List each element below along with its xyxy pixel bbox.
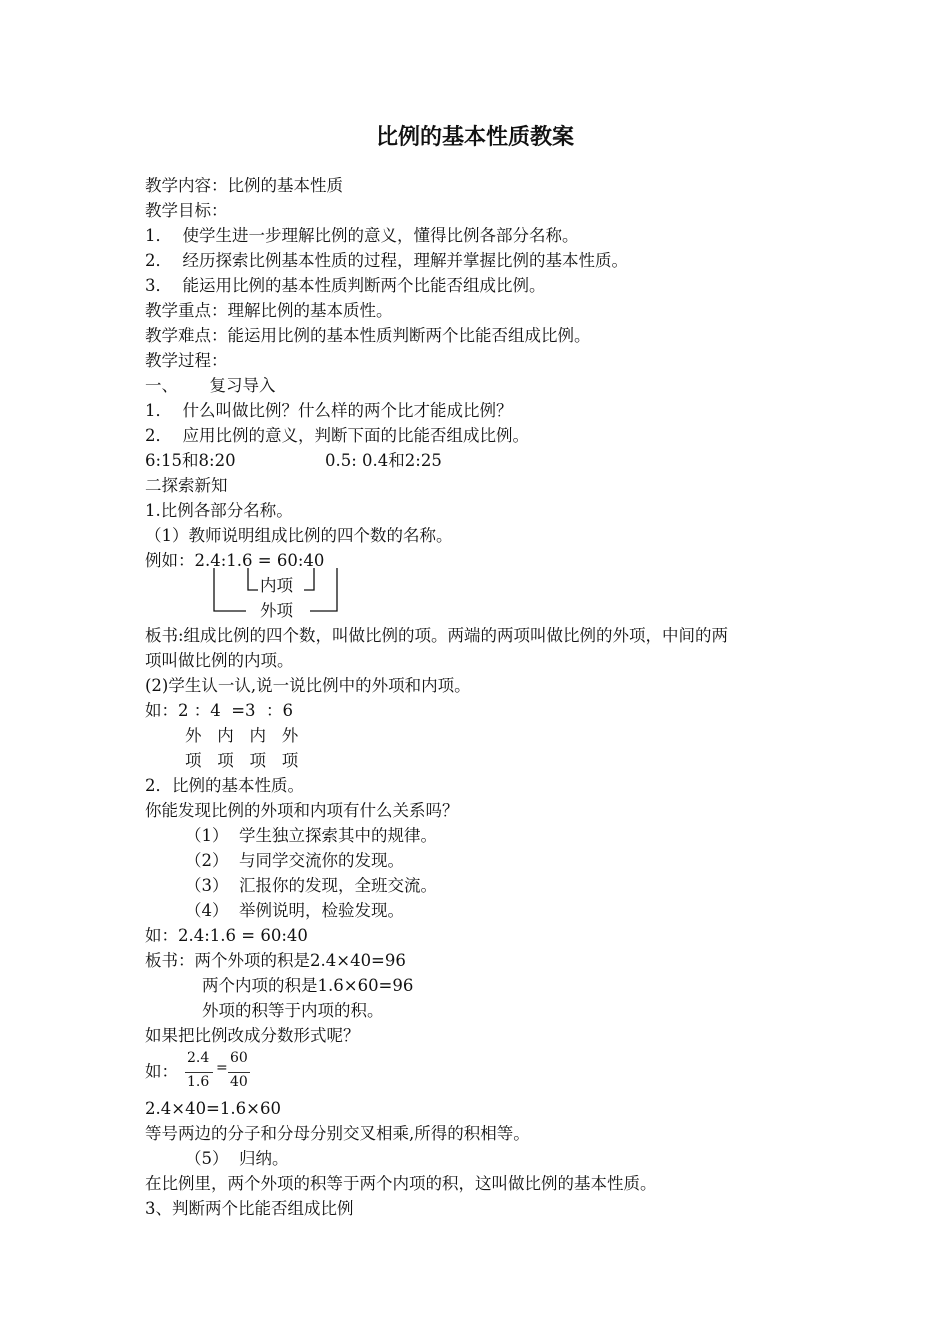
review-item: 2． 应用比例的意义，判断下面的比能否组成比例。 bbox=[145, 426, 529, 445]
equals-sign: = bbox=[216, 1060, 228, 1076]
section-heading-explore: 二探索新知 bbox=[145, 476, 228, 495]
question-line: 如果把比例改成分数形式呢？ bbox=[145, 1026, 360, 1045]
fraction-numerator: 60 bbox=[230, 1050, 248, 1066]
document-title: 比例的基本性质教案 bbox=[375, 125, 574, 150]
content-line: 教学内容：比例的基本性质 bbox=[145, 176, 343, 195]
difficulty-point: 教学难点：能运用比例的基本性质判断两个比能否组成比例。 bbox=[145, 326, 591, 345]
step-item: （5） 归纳。 bbox=[185, 1149, 289, 1168]
example-proportion: 例如：2.4:1.6 = 60:40 bbox=[145, 551, 325, 570]
cross-product: 2.4×40=1.6×60 bbox=[145, 1099, 281, 1118]
outer-term-label: 外项 bbox=[260, 601, 293, 620]
fraction-bar bbox=[185, 1072, 213, 1073]
conclusion-line: 在比例里，两个外项的积等于两个内项的积，这叫做比例的基本性质。 bbox=[145, 1174, 657, 1193]
goal-item: 1． 使学生进一步理解比例的意义，懂得比例各部分名称。 bbox=[145, 226, 579, 245]
step-item: （2） 与同学交流你的发现。 bbox=[185, 851, 404, 870]
question-line: 你能发现比例的外项和内项有什么关系吗？ bbox=[145, 801, 459, 820]
example-proportion: 如：2.4:1.6 = 60:40 bbox=[145, 926, 308, 945]
board-note-cont: 外项的积等于内项的积。 bbox=[202, 1001, 384, 1020]
part-heading-property: 2．比例的基本性质。 bbox=[145, 776, 304, 795]
part-heading-names: 1.比例各部分名称。 bbox=[145, 501, 293, 520]
review-item: 1． 什么叫做比例？什么样的两个比才能成比例？ bbox=[145, 401, 513, 420]
step-item: （4） 举例说明，检验发现。 bbox=[185, 901, 404, 920]
term-labels-bottom: 项 项 项 项 bbox=[185, 751, 299, 770]
board-note-cont: 项叫做比例的内项。 bbox=[145, 651, 294, 670]
fraction-prefix: 如： bbox=[145, 1062, 178, 1081]
fraction-bar bbox=[228, 1072, 250, 1073]
goal-item: 2． 经历探索比例基本性质的过程，理解并掌握比例的基本性质。 bbox=[145, 251, 628, 270]
ratio-pair-a: 6:15和8:20 bbox=[145, 451, 236, 470]
process-heading: 教学过程： bbox=[145, 351, 228, 370]
part-subitem: （1）教师说明组成比例的四个数的名称。 bbox=[145, 526, 453, 545]
key-point: 教学重点：理解比例的基本质性。 bbox=[145, 301, 393, 320]
term-labels-top: 外 内 内 外 bbox=[185, 726, 299, 745]
board-note: 板书:组成比例的四个数，叫做比例的项。两端的两项叫做比例的外项，中间的两 bbox=[145, 626, 729, 645]
fraction-equation bbox=[185, 1050, 255, 1094]
goal-item: 3． 能运用比例的基本性质判断两个比能否组成比例。 bbox=[145, 276, 546, 295]
inner-term-label: 内项 bbox=[260, 576, 293, 595]
step-item: （1） 学生独立探索其中的规律。 bbox=[185, 826, 437, 845]
section-heading-review: 一、 复习导入 bbox=[145, 376, 276, 395]
fraction-denominator: 40 bbox=[230, 1074, 248, 1090]
part-subitem: (2)学生认一认,说一说比例中的外项和内项。 bbox=[145, 676, 471, 695]
fraction-denominator: 1.6 bbox=[187, 1074, 210, 1090]
cross-note: 等号两边的分子和分母分别交叉相乘,所得的积相等。 bbox=[145, 1124, 530, 1143]
part-heading-judge: 3、判断两个比能否组成比例 bbox=[145, 1199, 354, 1218]
step-item: （3） 汇报你的发现，全班交流。 bbox=[185, 876, 437, 895]
board-note-cont: 两个内项的积是1.6×60=96 bbox=[202, 976, 414, 995]
example-proportion: 如：2 ：4 =3 ：6 bbox=[145, 701, 294, 720]
board-note: 板书：两个外项的积是2.4×40=96 bbox=[145, 951, 406, 970]
fraction-numerator: 2.4 bbox=[187, 1050, 210, 1066]
ratio-pair-b: 0.5: 0.4和2:25 bbox=[325, 451, 442, 470]
goals-heading: 教学目标： bbox=[145, 201, 228, 220]
